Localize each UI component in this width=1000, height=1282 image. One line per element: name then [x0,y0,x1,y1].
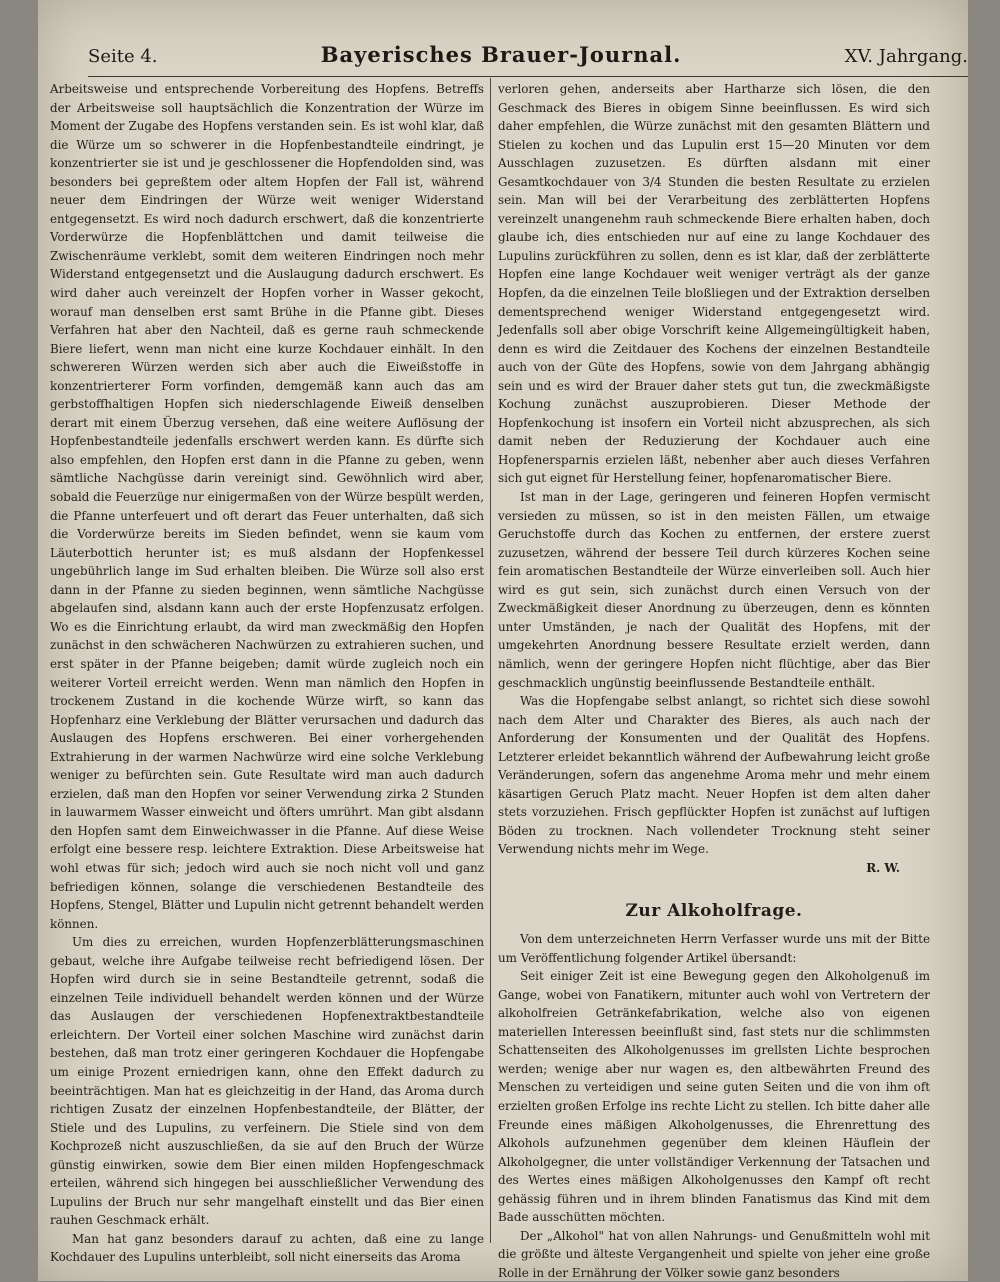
volume-label: XV. Jahrgang. [844,46,968,67]
article-signature: R. W. [866,860,900,875]
section-paragraph: Der „Alkohol" hat von allen Nahrungs- und Genußmitteln wohl mit die größte und älteste Vergangenheit und spielte von jeher eine große Rolle in der Ernährung der Völker sowie ganz besonders [498,1228,930,1280]
column-divider [490,78,491,1243]
article-paragraph: verloren gehen, anderseits aber Hartharze sich lösen, die den Geschmack des Bieres in obigem Sinne beeinflussen. Es wird sich daher empfehlen, die Würze zunächst mit den gesamten Blättern und Stielen zu kochen und das Lupulin erst 15—20 Minuten vor dem Ausschlagen zuzusetzen. Es dürften alsdann mit einer Gesamtkochdauer von 3/4 Stunden die besten Resultate zu erzielen sein. Man will bei der Verarbeitung des zerblätterten Hopfens vereinzelt unangenehm rauh schmeckende Biere erhalten haben, doch glaube ich, dies entschieden nur auf eine zu lange Kochdauer des Lupulins zurückführen zu sollen, denn es ist klar, daß der zerblätterte Hopfen eine lange Kochdauer weit weniger verträgt als der ganze Hopfen, da die einzelnen Teile bloßliegen und der Extraktion derselben dementsprechend weniger Widerstand entgegengesetzt wird. Jedenfalls soll aber obige Vorschrift keine Allgemeingültigkeit haben, denn es wird die Zeitdauer des Kochens der einzelnen Bestandteile auch von der Güte des Hopfens, sowie von dem Jahrgang abhängig sein und es wird der Brauer daher stets gut tun, die zweckmäßigste Kochung zunächst auszuprobieren. Dieser Methode der Hopfenkochung ist insofern ein Vorteil nicht abzusprechen, als sich damit neben der Reduzierung der Kochdauer auch eine Hopfenersparnis erzielen läßt, nebenher aber auch dieses Verfahren sich gut eignet für Herstellung feiner, hopfenaromatischer Biere. [498,82,930,486]
article-paragraph: Was die Hopfengabe selbst anlangt, so richtet sich diese sowohl nach dem Alter und Charakter des Bieres, als auch nach der Anforderung der Konsumenten und der Qualität des Hopfens. Letzterer erleidet bekanntlich während der Aufbewahrung leicht große Veränderungen, sofern das angenehme Aroma mehr und mehr einem käsartigen Geruch Platz macht. Neuer Hopfen ist dem alten daher stets vorzuziehen. Frisch gepflückter Hopfen ist zunächst auf luftigen Böden zu trocknen. Nach vollendeter Trocknung steht seiner Verwendung nichts mehr im Wege. [498,694,930,857]
section-paragraph: Von dem unterzeichneten Herrn Verfasser wurde uns mit der Bitte um Veröffentlichung folgender Artikel übersandt: [498,932,930,965]
article-paragraph: Arbeitsweise und entsprechende Vorbereitung des Hopfens. Betreffs der Arbeitsweise soll hauptsächlich die Konzentration der Würze im Moment der Zugabe des Hopfens verstanden sein. Es ist wohl klar, daß die Würze um so schwerer in die Hopfenbestandteile eindringt, je konzentrierter sie ist und je geschlossener die Hopfendolden sind, was besonders bei gepreßtem oder altem Hopfen der Fall ist, während neuer dem Eindringen der Würze weit weniger Widerstand entgegensetzt. Es wird noch dadurch erschwert, daß die konzentrierte Vorderwürze die Hopfenblättchen und damit teilweise die Zwischenräume verklebt, somit dem weiteren Eindringen noch mehr Widerstand entgegensetzt und die Auslaugung dadurch erschwert. Es wird daher auch vereinzelt der Hopfen vorher in Wasser gekocht, worauf man denselben erst samt Brühe in die Pfanne gibt. Dieses Verfahren hat aber den Nachteil, daß es gerne rauh schmeckende Biere liefert, wenn man nicht eine kurze Kochdauer einhält. In den schwereren Würzen werden sich aber auch die Eiweißstoffe in konzentrierterer Form vorfinden, demgemäß kann auch das am gerbstoffhaltigen Hopfen sich niederschlagende Eiweiß denselben derart mit einem Überzug versehen, daß eine weitere Auflösung der Hopfenbestandteile jedenfalls erschwert werden kann. Es dürfte sich also empfehlen, den Hopfen erst dann in die Pfanne zu geben, wenn sämtliche Nachgüsse darin vereinigt sind. Gewöhnlich wird aber, sobald die Feuerzüge nur einigermaßen von der Würze bespült werden, die Pfanne unterfeuert und oft derart das Feuer unterhalten, daß sich die Vorderwürze bereits im Sieden befindet, wenn sie kaum vom Läuterbottich herunter ist; es muß alsdann der Hopfenkessel ungebührlich lange im Sud erhalten bleiben. Die Würze soll also erst dann in der Pfanne zu sieden beginnen, wenn sämtliche Nachgüsse abgelaufen sind, alsdann kann auch der erste Hopfenzusatz erfolgen. Wo es die Einrichtung erlaubt, da wird man zweckmäßig den Hopfen zunächst in den schwächeren Nachwürzen zu extrahieren suchen, und erst später in der Pfanne beigeben; damit würde zugleich noch ein weiterer Vorteil erreicht werden. Wenn man nämlich den Hopfen in trockenem Zustand in die kochende Würze wirft, so kann das Hopfenharz eine Verklebung der Blätter verursachen und dadurch das Auslaugen des Hopfens erschweren. Bei einer vorhergehenden Extrahierung in der warmen Nachwürze wird eine solche Verklebung weniger zu befürchten sein. Gute Resultate wird man auch dadurch erzielen, daß man den Hopfen vor seiner Verwendung zirka 2 Stunden in lauwarmem Wasser einweicht und öfters umrührt. Man gibt alsdann den Hopfen samt dem Einweichwasser in die Pfanne. Auf diese Weise erfolgt eine bessere resp. leichtere Extraktion. Diese Arbeitsweise hat wohl etwas für sich; jedoch wird auch sie noch nicht voll und ganz befriedigen können, solange die verschiedenen Bestandteile des Hopfens, Stengel, Blätter und Lupulin nicht getrennt behandelt werden können. [50,82,484,931]
article-paragraph: Ist man in der Lage, geringeren und feineren Hopfen vermischt versieden zu müssen, so ist in den meisten Fällen, um etwaige Geruchstoffe durch das Kochen zu entfernen, der erstere zuerst zuzusetzen, während der bessere Teil durch kürzeres Kochen seine fein aromatischen Bestandteile der Würze einverleiben soll. Auch hier wird es gut sein, sich zunächst durch einen Versuch von der Zweckmäßigkeit dieser Anordnung zu überzeugen, denn es könnten unter Umständen, je nach der Qualität des Hopfens, mit der umgekehrten Anordnung bessere Resultate erzielt werden, dann nämlich, wenn der geringere Hopfen nicht flüchtige, aber das Bier geschmacklich ungünstig beeinflussende Bestandteile enthält. [498,490,930,690]
page-number: Seite 4. [88,46,158,67]
page-header [88,42,968,77]
article-paragraph: Um dies zu erreichen, wurden Hopfenzerblätterungsmaschinen gebaut, welche ihre Aufgabe teilweise recht befriedigend lösen. Der Hopfen wird durch sie in seine Bestandteile getrennt, sodaß die einzelnen Teile individuell behandelt werden können und der Würze das Auslaugen der verschiedenen Hopfenextraktbestandteile erleichtern. Der Vorteil einer solchen Maschine wird zunächst darin bestehen, daß man trotz einer geringeren Kochdauer die Hopfengabe um einige Prozent erniedrigen kann, ohne den Effekt dadurch zu beeinträchtigen. Man hat es gleichzeitig in der Hand, das Aroma durch richtigen Zusatz der einzelnen Hopfenbestandteile, der Blätter, der Stiele und des Lupulins, zu verfeinern. Die Stiele sind von dem Kochprozeß nicht auszuschließen, da sie auf den Bruch der Würze günstig einwirken, sowie dem Bier einen milden Hopfengeschmack erteilen, während sich hingegen bei ausschließlicher Verwendung des Lupulins der Bruch nur sehr mangelhaft einstellt und das Bier einen rauhen Geschmack erhält. [50,935,484,1228]
article-paragraph: Man hat ganz besonders darauf zu achten, daß eine zu lange Kochdauer des Lupulins unterbleibt, soll nicht einerseits das Aroma [50,1231,484,1265]
left-column [50,80,484,1267]
article-signature-row [498,859,930,878]
journal-title: Bayerisches Brauer-Journal. [320,42,682,67]
right-column [498,80,930,1282]
section-paragraph: Seit einiger Zeit ist eine Bewegung gegen den Alkoholgenuß im Gange, wobei von Fanatikern, mitunter auch wohl von Vertretern der alkoholfreien Getränkefabrikation, welche also von eigenen materiellen Interessen beeinflußt sind, fast stets nur die schlimmsten Schattenseiten des Alkoholgenusses im grellsten Lichte besprochen werden; wenige aber nur wagen es, den altbewährten Freund des Menschen zu verteidigen und seine guten Seiten und die von ihm oft erzielten großen Erfolge ins rechte Licht zu stellen. Ich bitte daher alle Freunde eines mäßigen Alkoholgenusses, die Ehrenrettung des Alkohols aufzunehmen gegenüber dem kleinen Häuflein der Alkoholgegner, die unter vollständiger Verkennung der Tatsachen und des Wertes eines mäßigen Alkoholgenusses den Kampf oft recht gehässig führen und in ihrem blinden Fanatismus das Kind mit dem Bade ausschütten möchten. [498,969,930,1225]
section-title: Zur Alkoholfrage. [625,900,803,921]
